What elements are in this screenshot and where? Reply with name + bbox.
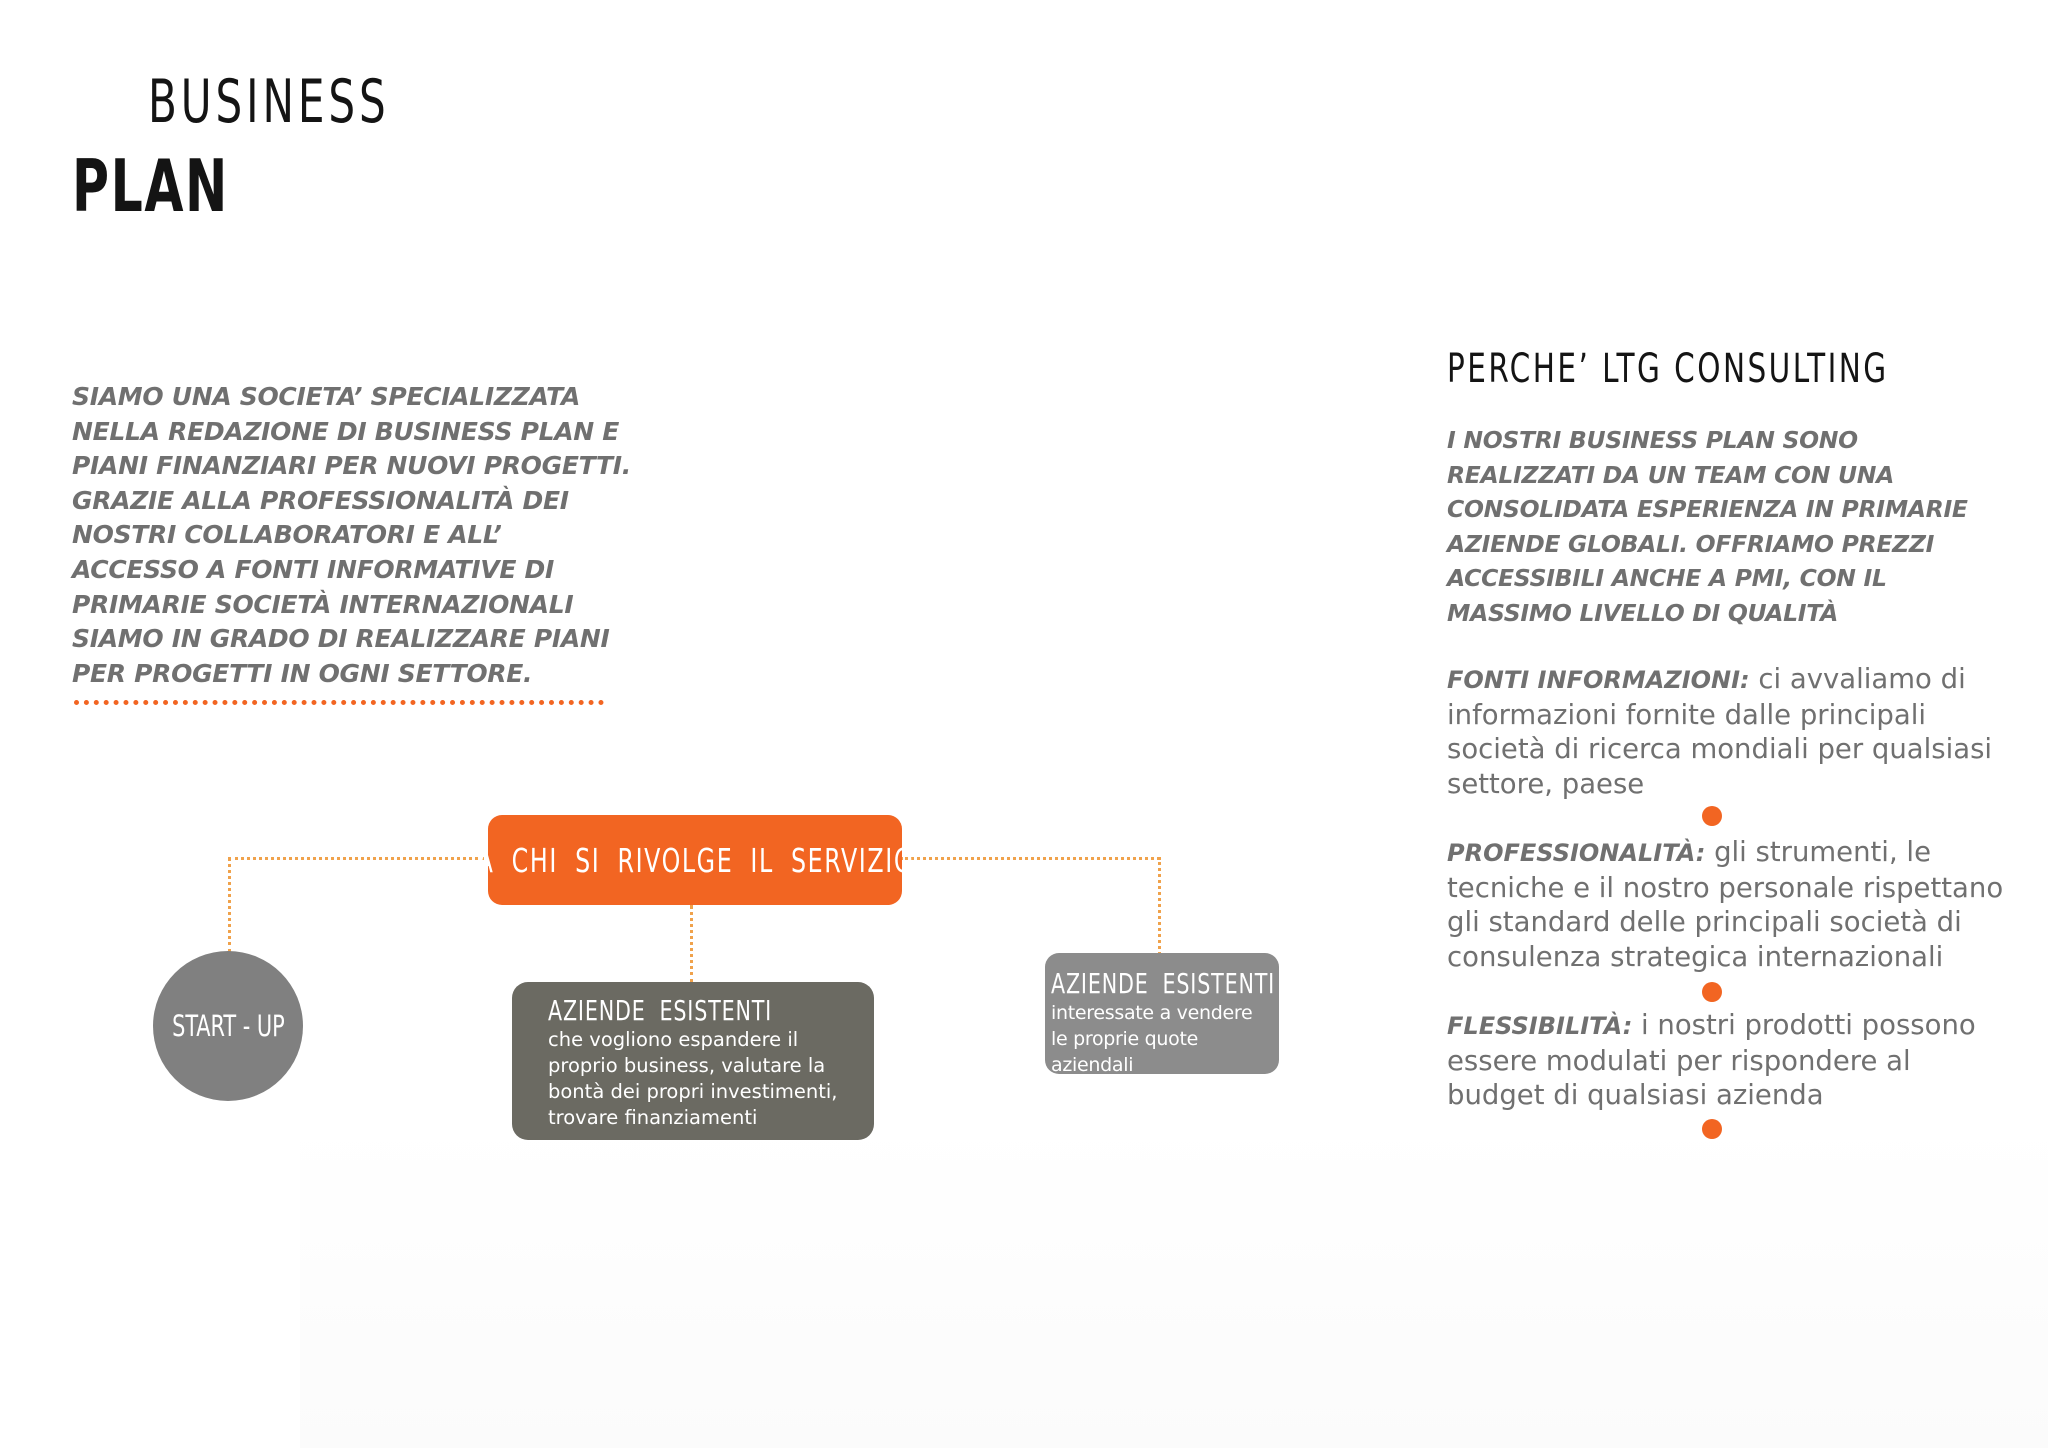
startup-label: START - UP <box>171 1009 285 1043</box>
service-target-label: A CHI SI RIVOLGE IL SERVIZIO <box>476 840 914 880</box>
existing-companies-expand-box <box>512 982 874 1140</box>
feature-flexibility-text: i nostri prodotti possono essere modulati per rispondere al budget di qualsiasi azienda <box>1447 1009 1976 1112</box>
feature-sources-label: FONTI INFORMAZIONI: <box>1447 666 1750 694</box>
bullet-dot <box>1702 806 1722 826</box>
page-title-line2: PLAN <box>72 144 229 228</box>
feature-professionalism-label: PROFESSIONALITÀ: <box>1447 839 1706 867</box>
feature-professionalism-text: gli strumenti, le tecniche e il nostro personale rispettano gli standard delle principali società di consulenza strategica internazionali <box>1447 836 2004 973</box>
bullet-dot <box>1702 1119 1722 1139</box>
feature-flexibility-label: FLESSIBILITÀ: <box>1447 1012 1633 1040</box>
feature-professionalism <box>1447 835 2007 974</box>
startup-node <box>153 951 303 1101</box>
feature-flexibility <box>1447 1008 2007 1113</box>
existing-companies-sell-text: interessate a vendere le proprie quote aziendali <box>1051 1001 1253 1076</box>
connector-left-vertical <box>228 857 231 953</box>
connector-center-vertical <box>690 905 693 983</box>
connector-right-vertical <box>1158 857 1161 955</box>
background-fade <box>300 1120 2048 1448</box>
feature-sources-text: ci avvaliamo di informazioni fornite dalle principali società di ricerca mondiali per qualsiasi settore, paese <box>1447 663 1993 800</box>
existing-companies-expand-text: che vogliono espandere il proprio business, valutare la bontà dei propri investimenti, trovare finanziamenti <box>548 1027 838 1129</box>
existing-companies-sell-title: AZIENDE ESISTENTI <box>1051 967 1276 1000</box>
why-intro-paragraph: I NOSTRI BUSINESS PLAN SONO REALIZZATI DA UN TEAM CON UNA CONSOLIDATA ESPERIENZA IN PRIMARIE AZIENDE GLOBALI. OFFRIAMO PREZZI ACCESSIBILI ANCHE A PMI, CON IL MASSIMO LIVELLO DI QUALITÀ <box>1447 426 1968 627</box>
page-title-line1: BUSINESS <box>148 67 390 137</box>
existing-companies-expand-title: AZIENDE ESISTENTI <box>548 994 773 1027</box>
dotted-divider <box>74 700 604 705</box>
service-target-node <box>476 815 914 905</box>
why-section-title: PERCHE’ LTG CONSULTING <box>1447 346 1889 392</box>
connector-right-horizontal <box>900 857 1160 860</box>
bullet-dot <box>1702 982 1722 1002</box>
intro-paragraph: SIAMO UNA SOCIETA’ SPECIALIZZATA NELLA REDAZIONE DI BUSINESS PLAN E PIANI FINANZIARI PER NUOVI PROGETTI. GRAZIE ALLA PROFESSIONALITÀ DEI NOSTRI COLLABORATORI E ALL’ ACCESSO A FONTI INFORMATIVE DI PRIMARIE SOCIETÀ INTERNAZIONALI SIAMO IN GRADO DI REALIZZARE PIANI PER PROGETTI IN OGNI SETTORE. <box>72 382 631 688</box>
feature-sources <box>1447 662 2007 801</box>
existing-companies-sell-box <box>1045 953 1279 1074</box>
connector-left-horizontal <box>228 857 490 860</box>
